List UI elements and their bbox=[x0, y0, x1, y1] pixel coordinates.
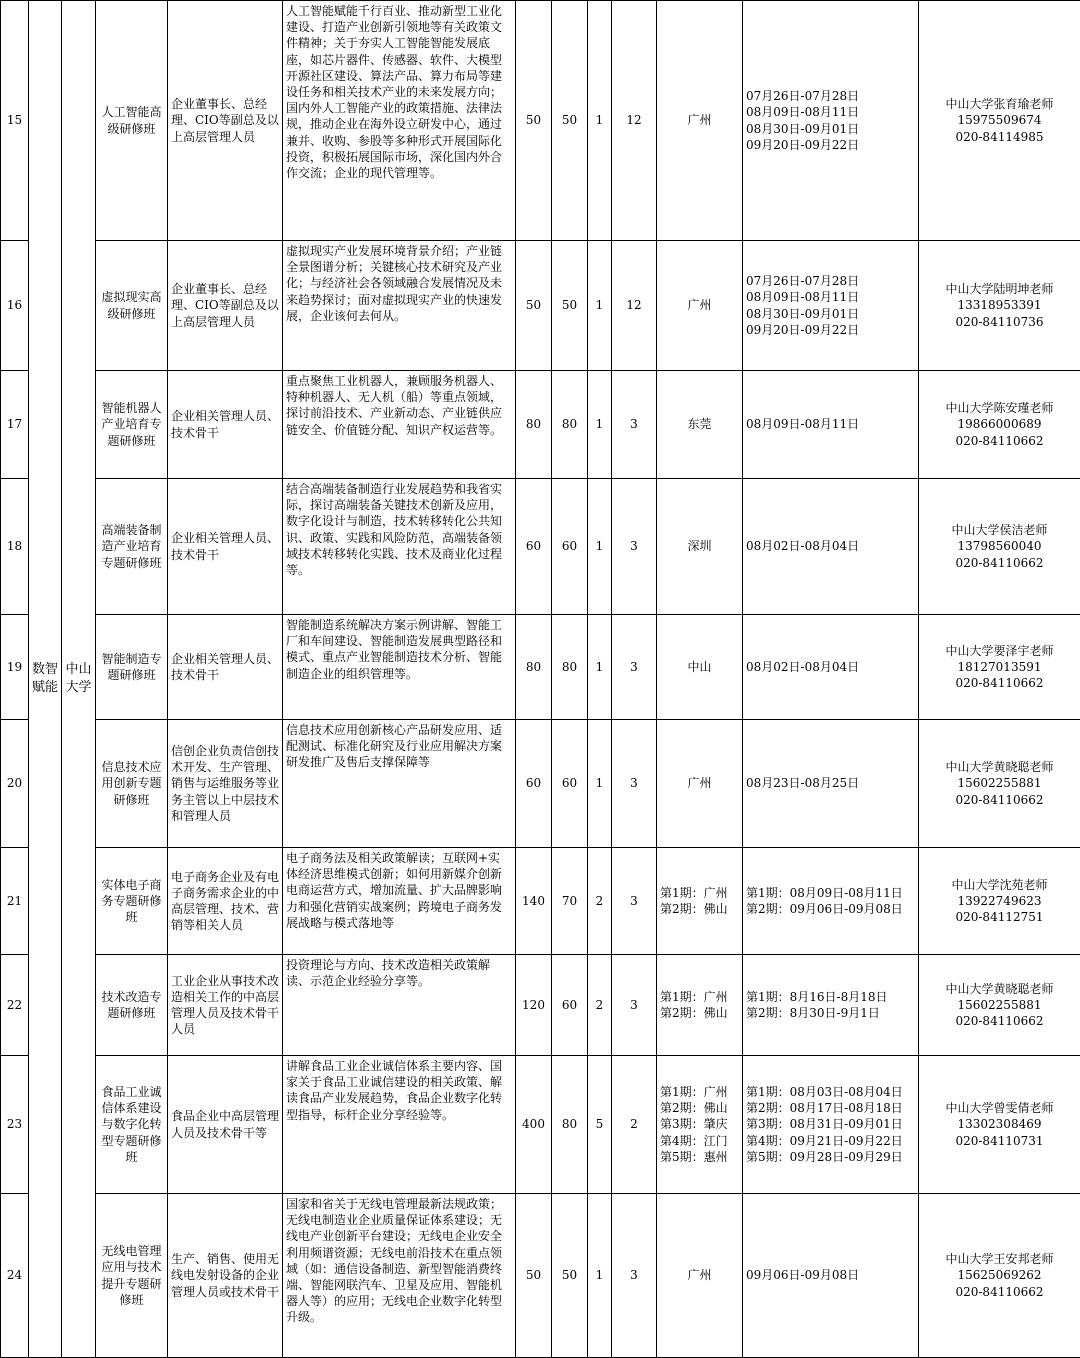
location-line: 广州 bbox=[660, 112, 739, 128]
date-line: 第1期：08月03日-08月04日 bbox=[746, 1084, 915, 1100]
training-days: 12 bbox=[612, 1, 657, 241]
total-participants: 60 bbox=[516, 720, 552, 848]
total-participants: 400 bbox=[516, 1056, 552, 1194]
contact-line: 13318953391 bbox=[922, 297, 1077, 313]
training-days: 3 bbox=[612, 615, 657, 720]
contact-line: 15625069262 bbox=[922, 1267, 1077, 1283]
contact-line: 中山大学曾雯倩老师 bbox=[922, 1100, 1077, 1116]
target-audience: 企业相关管理人员、技术骨干 bbox=[168, 479, 283, 615]
dates-cell bbox=[743, 1194, 919, 1358]
training-days: 3 bbox=[612, 955, 657, 1056]
row-number: 18 bbox=[1, 479, 29, 615]
date-line: 08月30日-09月01日 bbox=[746, 306, 915, 322]
table-row bbox=[1, 1056, 1080, 1194]
contact-line: 中山大学黄晓聪老师 bbox=[922, 981, 1077, 997]
contact-line: 020-84110662 bbox=[922, 792, 1077, 808]
location-line: 第5期：惠州 bbox=[660, 1149, 739, 1165]
organizer-cell: 中山大学 bbox=[62, 1, 96, 1358]
location-cell bbox=[657, 241, 743, 371]
dates-cell bbox=[743, 615, 919, 720]
target-audience: 生产、销售、使用无线电发射设备的企业管理人员或技术骨干 bbox=[168, 1194, 283, 1358]
total-participants: 60 bbox=[516, 479, 552, 615]
date-line: 第3期：08月31日-09月01日 bbox=[746, 1116, 915, 1132]
row-number: 19 bbox=[1, 615, 29, 720]
participants-per-session: 60 bbox=[552, 720, 588, 848]
course-content: 投资理论与方向、技术改造相关政策解读、示范企业经验分享等。 bbox=[283, 955, 516, 1056]
total-participants: 80 bbox=[516, 371, 552, 479]
location-line: 第1期：广州 bbox=[660, 885, 739, 901]
contact-line: 中山大学张育瑜老师 bbox=[922, 96, 1077, 112]
date-line: 08月02日-08月04日 bbox=[746, 538, 915, 554]
session-count: 2 bbox=[588, 848, 612, 955]
participants-per-session: 50 bbox=[552, 1, 588, 241]
course-content: 电子商务法及相关政策解读；互联网+实体经济思维模式创新；如何用新媒介创新电商运营方式，增加流量、扩大品牌影响力和强化营销实战案例；跨境电子商务发展战略与模式落地等 bbox=[283, 848, 516, 955]
row-number: 21 bbox=[1, 848, 29, 955]
date-line: 第1期：08月09日-08月11日 bbox=[746, 885, 915, 901]
training-days: 2 bbox=[612, 1056, 657, 1194]
contact-cell bbox=[919, 479, 1080, 615]
contact-line: 15975509674 bbox=[922, 112, 1077, 128]
contact-line: 中山大学沈苑老师 bbox=[922, 877, 1077, 893]
location-line: 第4期：江门 bbox=[660, 1133, 739, 1149]
dates-cell bbox=[743, 1, 919, 241]
contact-line: 020-84110662 bbox=[922, 1284, 1077, 1300]
training-days: 3 bbox=[612, 720, 657, 848]
contact-cell bbox=[919, 371, 1080, 479]
target-audience: 工业企业从事技术改造相关工作的中高层管理人员及技术骨干人员 bbox=[168, 955, 283, 1056]
location-cell bbox=[657, 955, 743, 1056]
contact-cell bbox=[919, 720, 1080, 848]
training-days: 3 bbox=[612, 848, 657, 955]
session-count: 1 bbox=[588, 615, 612, 720]
contact-cell bbox=[919, 615, 1080, 720]
total-participants: 80 bbox=[516, 615, 552, 720]
target-audience: 食品企业中高层管理人员及技术骨干等 bbox=[168, 1056, 283, 1194]
date-line: 07月26日-07月28日 bbox=[746, 273, 915, 289]
contact-cell bbox=[919, 1194, 1080, 1358]
training-days: 3 bbox=[612, 1194, 657, 1358]
training-days: 3 bbox=[612, 371, 657, 479]
contact-line: 中山大学侯洁老师 bbox=[922, 522, 1077, 538]
date-line: 07月26日-07月28日 bbox=[746, 88, 915, 104]
course-name: 食品工业诚信体系建设与数字化转型专题研修班 bbox=[96, 1056, 168, 1194]
participants-per-session: 60 bbox=[552, 479, 588, 615]
dates-cell bbox=[743, 371, 919, 479]
contact-line: 020-84112751 bbox=[922, 909, 1077, 925]
location-line: 第2期：佛山 bbox=[660, 901, 739, 917]
contact-line: 19866000689 bbox=[922, 416, 1077, 432]
course-name: 智能制造专题研修班 bbox=[96, 615, 168, 720]
participants-per-session: 70 bbox=[552, 848, 588, 955]
session-count: 1 bbox=[588, 1194, 612, 1358]
dates-cell bbox=[743, 848, 919, 955]
table-row bbox=[1, 955, 1080, 1056]
session-count: 2 bbox=[588, 955, 612, 1056]
session-count: 5 bbox=[588, 1056, 612, 1194]
row-number: 23 bbox=[1, 1056, 29, 1194]
total-participants: 140 bbox=[516, 848, 552, 955]
training-days: 12 bbox=[612, 241, 657, 371]
course-name: 信息技术应用创新专题研修班 bbox=[96, 720, 168, 848]
date-line: 第4期：09月21日-09月22日 bbox=[746, 1133, 915, 1149]
location-cell bbox=[657, 720, 743, 848]
contact-line: 中山大学陈安瑾老师 bbox=[922, 400, 1077, 416]
location-line: 第2期：佛山 bbox=[660, 1005, 739, 1021]
contact-cell bbox=[919, 1, 1080, 241]
date-line: 08月23日-08月25日 bbox=[746, 775, 915, 791]
dates-cell bbox=[743, 241, 919, 371]
target-audience: 企业相关管理人员、技术骨干 bbox=[168, 371, 283, 479]
location-line: 东莞 bbox=[660, 416, 739, 432]
session-count: 1 bbox=[588, 371, 612, 479]
location-line: 广州 bbox=[660, 1267, 739, 1283]
target-audience: 信创企业负责信创技术开发、生产管理、销售与运维服务等业务主管以上中层技术和管理人员 bbox=[168, 720, 283, 848]
participants-per-session: 80 bbox=[552, 371, 588, 479]
contact-cell bbox=[919, 241, 1080, 371]
contact-line: 020-84110736 bbox=[922, 314, 1077, 330]
dates-cell bbox=[743, 479, 919, 615]
location-line: 中山 bbox=[660, 659, 739, 675]
table-row bbox=[1, 615, 1080, 720]
row-number: 17 bbox=[1, 371, 29, 479]
location-line: 第2期：佛山 bbox=[660, 1100, 739, 1116]
contact-line: 中山大学陆明坤老师 bbox=[922, 281, 1077, 297]
participants-per-session: 60 bbox=[552, 955, 588, 1056]
participants-per-session: 50 bbox=[552, 1194, 588, 1358]
session-count: 1 bbox=[588, 479, 612, 615]
table-row bbox=[1, 479, 1080, 615]
course-name: 实体电子商务专题研修班 bbox=[96, 848, 168, 955]
date-line: 09月20日-09月22日 bbox=[746, 322, 915, 338]
row-number: 20 bbox=[1, 720, 29, 848]
course-name: 虚拟现实高级研修班 bbox=[96, 241, 168, 371]
location-cell bbox=[657, 1194, 743, 1358]
contact-line: 020-84114985 bbox=[922, 129, 1077, 145]
session-count: 1 bbox=[588, 720, 612, 848]
table-row bbox=[1, 371, 1080, 479]
date-line: 第1期：8月16日-8月18日 bbox=[746, 989, 915, 1005]
location-cell bbox=[657, 479, 743, 615]
contact-line: 020-84110731 bbox=[922, 1133, 1077, 1149]
contact-line: 15602255881 bbox=[922, 997, 1077, 1013]
location-cell bbox=[657, 615, 743, 720]
target-audience: 企业董事长、总经理、CIO等副总及以上高层管理人员 bbox=[168, 1, 283, 241]
dates-cell bbox=[743, 720, 919, 848]
contact-line: 020-84110662 bbox=[922, 555, 1077, 571]
date-line: 08月09日-08月11日 bbox=[746, 289, 915, 305]
total-participants: 50 bbox=[516, 241, 552, 371]
course-name: 智能机器人产业培育专题研修班 bbox=[96, 371, 168, 479]
total-participants: 50 bbox=[516, 1194, 552, 1358]
participants-per-session: 80 bbox=[552, 615, 588, 720]
row-number: 15 bbox=[1, 1, 29, 241]
course-content: 结合高端装备制造行业发展趋势和我省实际，探讨高端装备关键技术创新及应用，数字化设计与制造，技术转移转化公共知识、政策、实践和风险防范，高端装备领域技术转移转化实践、技术及商业化过程等。 bbox=[283, 479, 516, 615]
contact-line: 020-84110662 bbox=[922, 675, 1077, 691]
location-line: 第1期：广州 bbox=[660, 989, 739, 1005]
date-line: 08月09日-08月11日 bbox=[746, 416, 915, 432]
course-name: 高端装备制造产业培育专题研修班 bbox=[96, 479, 168, 615]
location-line: 广州 bbox=[660, 775, 739, 791]
location-cell bbox=[657, 371, 743, 479]
table-row bbox=[1, 241, 1080, 371]
contact-cell bbox=[919, 848, 1080, 955]
date-line: 第2期：08月17日-08月18日 bbox=[746, 1100, 915, 1116]
contact-line: 13922749623 bbox=[922, 893, 1077, 909]
table-row bbox=[1, 720, 1080, 848]
date-line: 第5期：09月28日-09月29日 bbox=[746, 1149, 915, 1165]
training-days: 3 bbox=[612, 479, 657, 615]
contact-line: 13798560040 bbox=[922, 538, 1077, 554]
location-cell bbox=[657, 1, 743, 241]
contact-line: 中山大学王安邦老师 bbox=[922, 1251, 1077, 1267]
course-content: 智能制造系统解决方案示例讲解、智能工厂和车间建设、智能制造发展典型路径和模式、重点产业智能制造技术分析、智能制造企业的组织管理等。 bbox=[283, 615, 516, 720]
dates-cell bbox=[743, 955, 919, 1056]
course-content: 国家和省关于无线电管理最新法规政策；无线电制造业企业质量保证体系建设；无线电产业创新平台建设；无线电企业安全利用频谱资源；无线电前沿技术在重点领域（如：通信设备制造、新型智能消费终端、智能网联汽车、卫星及应用、智能机器人等）的应用；无线电企业数字化转型升级。 bbox=[283, 1194, 516, 1358]
location-line: 第1期：广州 bbox=[660, 1084, 739, 1100]
course-content: 信息技术应用创新核心产品研发应用、适配测试、标准化研究及行业应用解决方案研发推广及售后支撑保障等 bbox=[283, 720, 516, 848]
row-number: 22 bbox=[1, 955, 29, 1056]
date-line: 第2期：09月06日-09月08日 bbox=[746, 901, 915, 917]
contact-line: 中山大学要泽宇老师 bbox=[922, 643, 1077, 659]
table-row bbox=[1, 848, 1080, 955]
contact-cell bbox=[919, 1056, 1080, 1194]
location-line: 广州 bbox=[660, 297, 739, 313]
participants-per-session: 50 bbox=[552, 241, 588, 371]
location-cell bbox=[657, 848, 743, 955]
total-participants: 120 bbox=[516, 955, 552, 1056]
course-content: 讲解食品工业企业诚信体系主要内容、国家关于食品工业诚信建设的相关政策、解读食品产业发展趋势，食品企业数字化转型指导，标杆企业分享经验等。 bbox=[283, 1056, 516, 1194]
course-name: 技术改造专题研修班 bbox=[96, 955, 168, 1056]
row-number: 24 bbox=[1, 1194, 29, 1358]
session-count: 1 bbox=[588, 241, 612, 371]
contact-cell bbox=[919, 955, 1080, 1056]
date-line: 08月30日-09月01日 bbox=[746, 121, 915, 137]
contact-line: 020-84110662 bbox=[922, 1013, 1077, 1029]
course-name: 人工智能高级研修班 bbox=[96, 1, 168, 241]
course-name: 无线电管理应用与技术提升专题研修班 bbox=[96, 1194, 168, 1358]
date-line: 第2期：8月30日-9月1日 bbox=[746, 1005, 915, 1021]
dates-cell bbox=[743, 1056, 919, 1194]
contact-line: 13302308469 bbox=[922, 1116, 1077, 1132]
session-count: 1 bbox=[588, 1, 612, 241]
contact-line: 020-84110662 bbox=[922, 433, 1077, 449]
table-body bbox=[1, 1, 1080, 1358]
date-line: 09月06日-09月08日 bbox=[746, 1267, 915, 1283]
course-content: 人工智能赋能千行百业、推动新型工业化建设、打造产业创新引领地等有关政策文件精神；关于夯实人工智能智能发展底座，如芯片器件、传感器、软件、大模型开源社区建设、算法产品、算力布局等建设任务和相关技术产业的未来发展方向；国内外人工智能产业的政策措施、法律法规，推动企业在海外设立研发中心，通过兼并、收购、参股等多种形式开展国际化投资，积极拓展国际市场，深化国内外合作交流；企业的现代管理等。 bbox=[283, 1, 516, 241]
table-row bbox=[1, 1194, 1080, 1358]
location-line: 深圳 bbox=[660, 538, 739, 554]
date-line: 08月09日-08月11日 bbox=[746, 104, 915, 120]
target-audience: 电子商务企业及有电子商务需求企业的中高层管理、技术、营销等相关人员 bbox=[168, 848, 283, 955]
category-cell: 数智赋能 bbox=[29, 1, 62, 1358]
target-audience: 企业董事长、总经理、CIO等副总及以上高层管理人员 bbox=[168, 241, 283, 371]
date-line: 09月20日-09月22日 bbox=[746, 137, 915, 153]
total-participants: 50 bbox=[516, 1, 552, 241]
participants-per-session: 80 bbox=[552, 1056, 588, 1194]
date-line: 08月02日-08月04日 bbox=[746, 659, 915, 675]
contact-line: 18127013591 bbox=[922, 659, 1077, 675]
table-row bbox=[1, 1, 1080, 241]
course-content: 虚拟现实产业发展环境背景介绍；产业链全景图谱分析；关键核心技术研究及产业化；与经济社会各领域融合发展情况及未来趋势探讨；面对虚拟现实产业的快速发展，企业该何去何从。 bbox=[283, 241, 516, 371]
location-line: 第3期：肇庆 bbox=[660, 1116, 739, 1132]
course-content: 重点聚焦工业机器人，兼顾服务机器人、特种机器人、无人机（船）等重点领域，探讨前沿技术、产业新动态、产业链供应链安全、价值链分配、知识产权运营等。 bbox=[283, 371, 516, 479]
row-number: 16 bbox=[1, 241, 29, 371]
contact-line: 15602255881 bbox=[922, 775, 1077, 791]
location-cell bbox=[657, 1056, 743, 1194]
contact-line: 中山大学黄晓聪老师 bbox=[922, 759, 1077, 775]
target-audience: 企业相关管理人员、技术骨干 bbox=[168, 615, 283, 720]
